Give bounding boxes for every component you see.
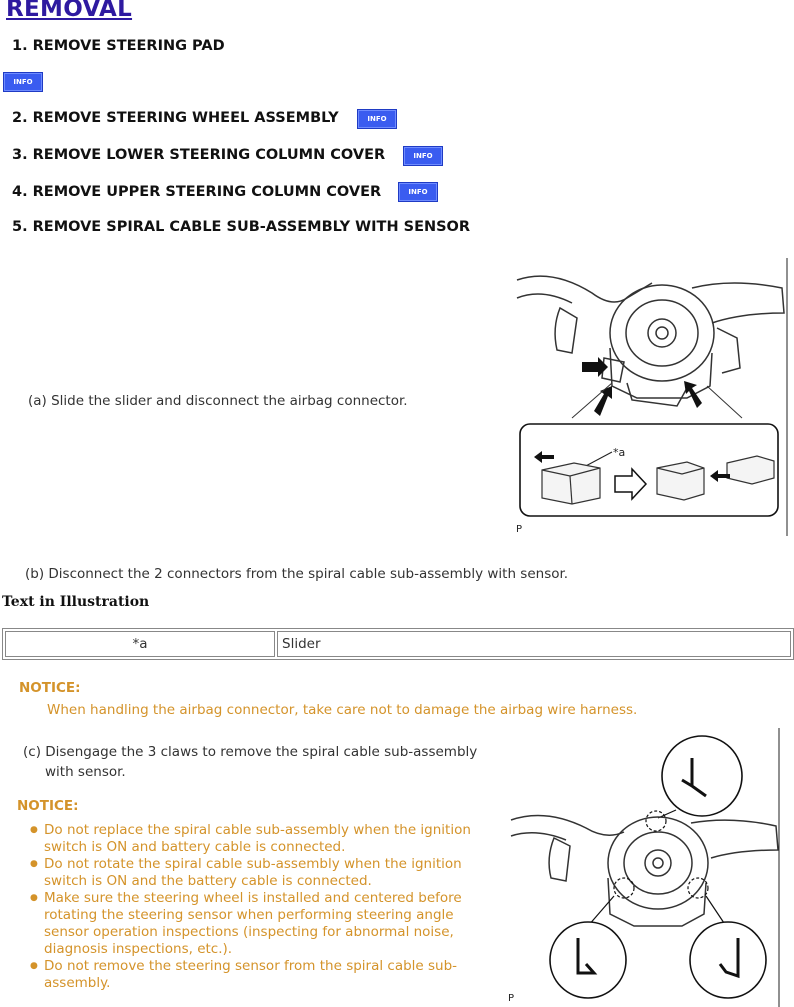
- page-title[interactable]: REMOVAL: [6, 0, 133, 22]
- substep-a-text: (a) Slide the slider and disconnect the airbag connector.: [28, 393, 408, 409]
- substep-c-text-line2: with sensor.: [45, 764, 126, 780]
- table-cell-value: Slider: [277, 631, 791, 657]
- table-cell-key: *a: [5, 631, 275, 657]
- figure-corner-mark-2: P: [508, 993, 515, 1004]
- substep-c-text-line1: (c) Disengage the 3 claws to remove the spiral cable sub-assembly: [23, 744, 478, 760]
- step-1-title: 1. REMOVE STEERING PAD: [12, 38, 225, 54]
- step-4-title: 4. REMOVE UPPER STEERING COLUMN COVER: [12, 184, 382, 200]
- notice-list: [30, 822, 500, 992]
- text-in-illustration-heading: Text in Illustration: [2, 594, 150, 610]
- substep-b-text: (b) Disconnect the 2 connectors from the spiral cable sub-assembly with sensor.: [25, 566, 569, 582]
- spiral-cable-connector-illustration: [512, 258, 794, 538]
- list-item: ● Do not remove the steering sensor from the spiral cable sub-assembly.: [30, 958, 500, 992]
- list-item: ● Make sure the steering wheel is installed and centered before rotating the steering sensor when performing steering angle sensor operation inspections (inspecting for abnormal noise, diagnosis inspections, etc.).: [30, 890, 500, 958]
- step-1-info-button[interactable]: INFO: [3, 72, 43, 92]
- figure-corner-mark: P: [516, 524, 523, 535]
- text-in-illustration-table: [2, 628, 794, 660]
- step-2-info-button[interactable]: INFO: [357, 109, 397, 129]
- list-item: ● Do not replace the spiral cable sub-assembly when the ignition switch is ON and battery cable is connected.: [30, 822, 500, 856]
- step-3-info-button[interactable]: INFO: [403, 146, 443, 166]
- step-5-title: 5. REMOVE SPIRAL CABLE SUB-ASSEMBLY WITH SENSOR: [12, 219, 471, 235]
- step-3-title: 3. REMOVE LOWER STEERING COLUMN COVER: [12, 147, 386, 163]
- list-item: ● Do not rotate the spiral cable sub-assembly when the ignition switch is ON and the battery cable is connected.: [30, 856, 500, 890]
- notice-heading: NOTICE:: [19, 680, 81, 696]
- callout-a: *a: [613, 446, 626, 459]
- step-2-title: 2. REMOVE STEERING WHEEL ASSEMBLY: [12, 110, 339, 126]
- notice-heading-2: NOTICE:: [17, 798, 79, 814]
- notice-text: When handling the airbag connector, take care not to damage the airbag wire harness.: [47, 702, 638, 718]
- spiral-cable-claws-illustration: [506, 728, 794, 1007]
- table-row: [5, 631, 791, 657]
- step-4-info-button[interactable]: INFO: [398, 182, 438, 202]
